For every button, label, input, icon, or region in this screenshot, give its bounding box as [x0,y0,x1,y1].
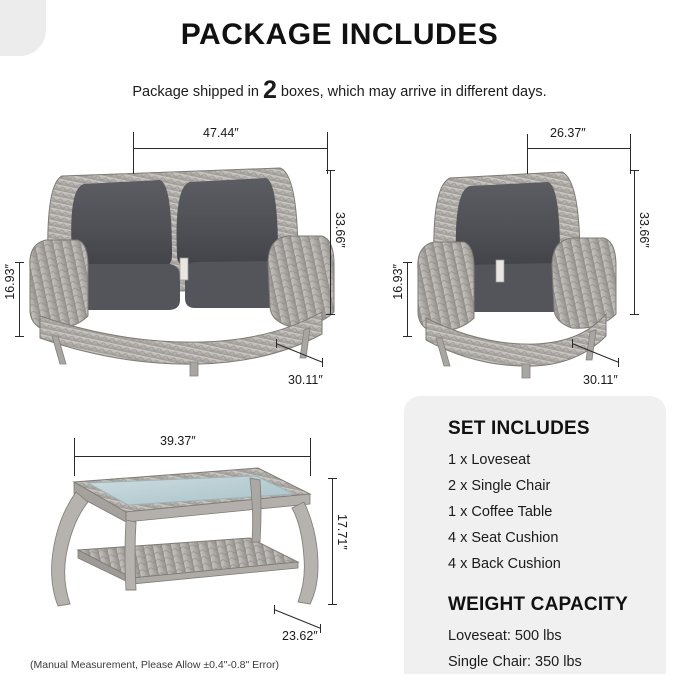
loveseat-width-tick-left [133,144,134,153]
loveseat-height-label: 33.66″ [333,212,347,248]
chair-height-tick-bottom [630,314,639,315]
coffee-table-illustration [22,450,332,650]
chair-height-line [634,170,635,314]
chair-seat-height-line [407,262,408,336]
table-depth-tick-left [274,605,275,614]
chair-depth-tick-left [572,339,573,348]
loveseat-depth-label: 30.11″ [288,373,323,387]
table-height-line [332,478,333,604]
loveseat-seat-height-label: 16.93″ [3,264,17,300]
shipping-note-prefix: Package shipped in [132,84,263,100]
weight-capacity-item-0: Loveseat: 500 lbs [448,628,562,644]
table-width-tick-left [74,452,75,461]
loveseat-height-line [330,170,331,314]
loveseat-width-label: 47.44″ [203,126,239,140]
set-includes-item-2: 1 x Coffee Table [448,504,553,520]
chair-width-line [527,148,630,149]
loveseat-width-line [133,148,327,149]
shipping-note [0,76,679,105]
measurement-footnote: (Manual Measurement, Please Allow ±0.4"-0.8" Error) [30,659,279,671]
chair-width-label: 26.37″ [550,126,586,140]
single-chair-illustration [412,142,632,390]
set-includes-item-4: 4 x Back Cushion [448,556,561,572]
table-height-tick-bottom [328,604,337,605]
set-includes-item-3: 4 x Seat Cushion [448,530,559,546]
loveseat-illustration [22,140,352,390]
table-height-tick-top [328,478,337,479]
set-includes-item-0: 1 x Loveseat [448,452,531,468]
weight-capacity-title: WEIGHT CAPACITY [448,594,628,615]
loveseat-height-tick-bottom [326,314,335,315]
chair-seat-height-label: 16.93″ [391,264,405,300]
chair-width-tick-left [527,144,528,153]
chair-width-left-extension [527,134,528,174]
set-includes-item-1: 2 x Single Chair [448,478,551,494]
page-title: PACKAGE INCLUDES [180,18,499,51]
loveseat-seat-height-line [19,262,20,336]
loveseat-width-tick-right [327,144,328,153]
chair-height-tick-top [630,170,639,171]
chair-width-tick-right [630,144,631,153]
loveseat-height-tick-top [326,170,335,171]
loveseat-width-right-extension [327,132,328,174]
box-count: 2 [262,76,277,104]
chair-width-right-extension [630,134,631,174]
chair-height-label: 33.66″ [637,212,651,248]
chair-depth-label: 30.11″ [583,373,618,387]
table-width-label: 39.37″ [160,434,196,448]
table-height-label: 17.71″ [335,514,349,550]
loveseat-seat-height-tick-bottom [15,336,24,337]
info-card [404,396,666,674]
weight-capacity-item-1: Single Chair: 350 lbs [448,654,582,670]
table-width-tick-right [310,452,311,461]
chair-depth-tick-right [618,358,619,367]
loveseat-width-left-extension [133,132,134,174]
loveseat-depth-tick-right [322,358,323,367]
table-depth-label: 23.62″ [282,629,318,643]
chair-seat-height-tick-bottom [403,336,412,337]
table-width-line [74,456,310,457]
loveseat-depth-tick-left [276,339,277,348]
table-depth-tick-right [320,624,321,633]
shipping-note-suffix: boxes, which may arrive in different days. [276,84,547,100]
set-includes-title: SET INCLUDES [448,418,590,439]
